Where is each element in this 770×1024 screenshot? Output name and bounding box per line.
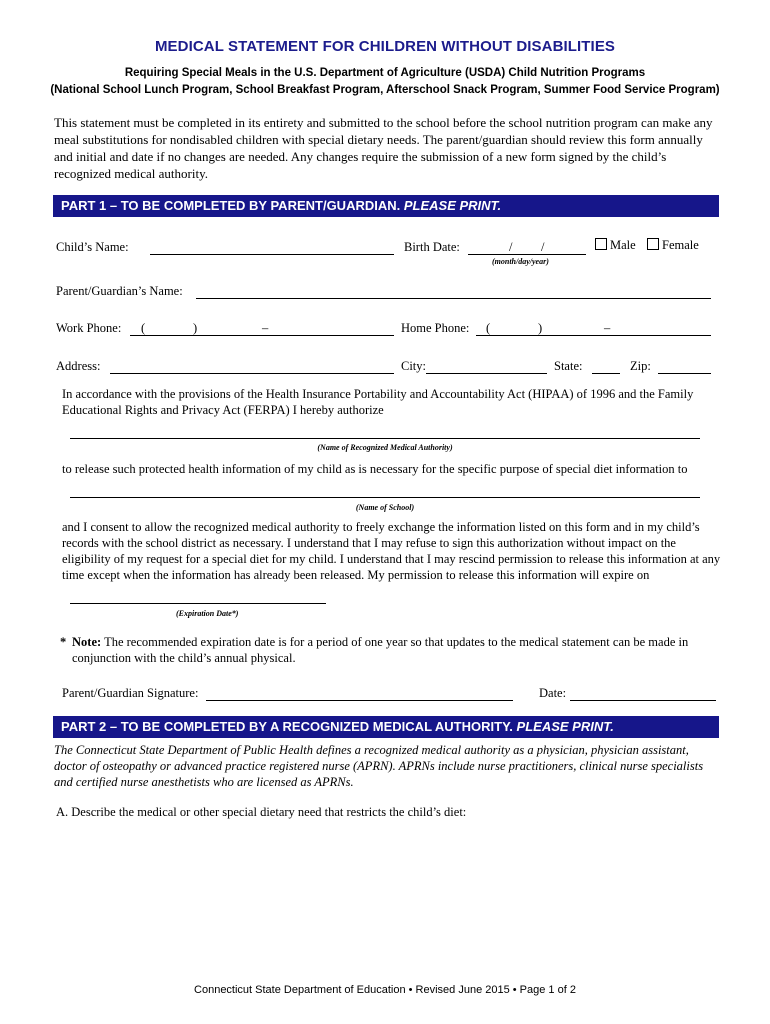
dietary-need-answer-area[interactable] <box>56 826 716 966</box>
note-label: Note: <box>72 635 102 649</box>
home-phone-dash: – <box>604 321 611 335</box>
state-field[interactable] <box>592 373 620 374</box>
medical-authority-caption: (Name of Recognized Medical Authority) <box>317 443 453 452</box>
part2-heading: PART 2 – TO BE COMPLETED BY A RECOGNIZED MEDICAL AUTHORITY. <box>61 719 513 734</box>
work-phone-paren-close: ) <box>193 321 198 335</box>
note-text: The recommended expiration date is for a period of one year so that updates to the medical statement can be made in conjunction with the child’s annual physical. <box>72 635 689 665</box>
female-checkbox[interactable] <box>647 238 659 250</box>
part2-heading-bar <box>53 716 719 738</box>
male-checkbox[interactable] <box>595 238 607 250</box>
guardian-signature-label: Parent/Guardian Signature: <box>62 686 199 700</box>
birth-date-slash-2: / <box>541 240 545 254</box>
question-a: A. Describe the medical or other special dietary need that restricts the child’s diet: <box>56 805 467 819</box>
zip-field[interactable] <box>658 373 711 374</box>
address-label: Address: <box>56 359 101 373</box>
release-paragraph: to release such protected health information of my child as is necessary for the specific purpose of special diet information to <box>62 462 688 476</box>
guardian-signature-field[interactable] <box>206 700 513 701</box>
home-phone-label: Home Phone: <box>401 321 470 335</box>
note-block <box>72 634 722 666</box>
home-phone-paren-close: ) <box>538 321 543 335</box>
address-field[interactable] <box>110 373 394 374</box>
male-label: Male <box>610 238 636 252</box>
part1-heading: PART 1 – TO BE COMPLETED BY PARENT/GUARDIAN. <box>61 198 401 213</box>
subtitle-line-2: (National School Lunch Program, School Breakfast Program, Afterschool Snack Program, Summer Food Service Program) <box>50 84 720 96</box>
school-name-caption: (Name of School) <box>355 503 415 512</box>
expiration-date-field[interactable] <box>70 603 326 604</box>
subtitle-line-1: Requiring Special Meals in the U.S. Department of Agriculture (USDA) Child Nutrition Programs <box>124 67 646 79</box>
home-phone-paren-open: ( <box>486 321 491 335</box>
city-label: City: <box>401 359 427 373</box>
consent-paragraph: and I consent to allow the recognized medical authority to freely exchange the information listed on this form and in my child’s records with the school district as necessary. I understand that I may refuse to sign this authorization without impact on the eligibility of my request for a special diet for my child. I understand that I may rescind permission to release this information at any time except when the information has already been released. My permission to release this information will expire on <box>62 520 721 582</box>
birth-date-label: Birth Date: <box>404 240 460 254</box>
birth-date-slash-1: / <box>509 240 513 254</box>
expiration-date-caption: (Expiration Date*) <box>176 609 239 618</box>
page-title: MEDICAL STATEMENT FOR CHILDREN WITHOUT DISABILITIES <box>154 38 616 55</box>
child-name-label: Child’s Name: <box>56 240 129 254</box>
hipaa-paragraph: In accordance with the provisions of the Health Insurance Portability and Accountability Act (HIPAA) of 1996 and the Family Educational Rights and Privacy Act (FERPA) I hereby authorize <box>62 387 694 417</box>
birth-date-format-caption: (month/day/year) <box>492 257 549 266</box>
birth-date-field[interactable] <box>468 254 586 255</box>
part1-heading-bar <box>53 195 719 217</box>
school-name-field[interactable] <box>70 497 700 498</box>
intro-paragraph: This statement must be completed in its entirety and submitted to the school before the school nutrition program can make any meal substitutions for nondisabled children with special dietary needs. The parent/guardian should review this form annually and initial and date if no changes are needed. Any changes require the submission of a new form signed by the child’s recognized medical authority. <box>54 115 713 181</box>
female-label: Female <box>662 238 699 252</box>
zip-label: Zip: <box>630 359 651 373</box>
city-field[interactable] <box>426 373 547 374</box>
guardian-name-field[interactable] <box>196 298 711 299</box>
part1-heading-please-print: PLEASE PRINT. <box>403 198 502 213</box>
child-name-field[interactable] <box>150 254 394 255</box>
female-option[interactable] <box>647 238 699 253</box>
signature-date-label: Date: <box>539 686 567 700</box>
work-phone-dash: – <box>262 321 269 335</box>
work-phone-label: Work Phone: <box>56 321 122 335</box>
page-footer: Connecticut State Department of Education • Revised June 2015 • Page 1 of 2 <box>194 984 576 996</box>
medical-authority-name-field[interactable] <box>70 438 700 439</box>
state-label: State: <box>554 359 583 373</box>
male-option[interactable] <box>595 238 636 253</box>
work-phone-paren-open: ( <box>141 321 146 335</box>
signature-date-field[interactable] <box>570 700 716 701</box>
medical-authority-definition: The Connecticut State Department of Public Health defines a recognized medical authority as a physician, physician assistant, doctor of osteopathy or advanced practice registered nurse (APRN). APRNs include nurse practitioners, clinical nurse specialists and certified nurse anesthetists who are licensed as APRNs. <box>54 743 704 789</box>
guardian-name-label: Parent/Guardian’s Name: <box>56 284 183 298</box>
home-phone-field[interactable] <box>476 335 711 336</box>
note-star: * <box>60 635 67 649</box>
part2-heading-please-print: PLEASE PRINT. <box>516 719 614 734</box>
